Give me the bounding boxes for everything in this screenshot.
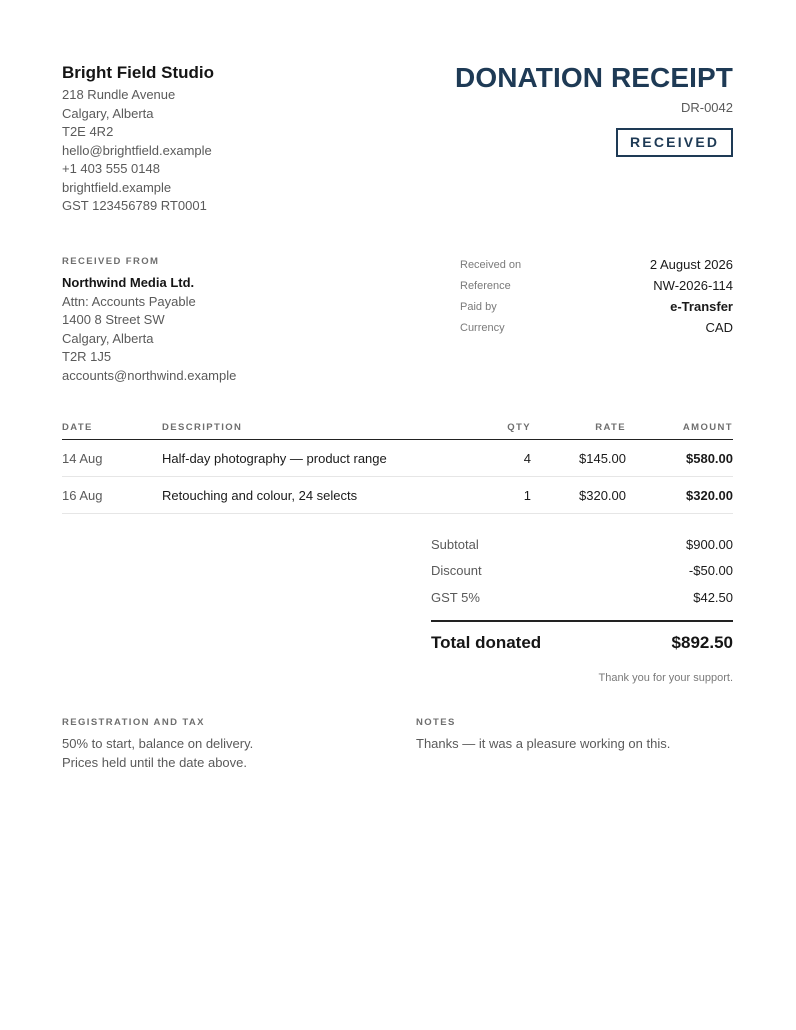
meta-value: e-Transfer bbox=[670, 299, 733, 314]
registration-label: REGISTRATION AND TAX bbox=[62, 717, 205, 728]
cell-description: Retouching and colour, 24 selects bbox=[162, 487, 358, 503]
subtotal-row bbox=[431, 531, 733, 558]
issuer-name: Bright Field Studio bbox=[62, 63, 215, 82]
totals-value: $42.50 bbox=[693, 589, 733, 605]
issuer-website: brightfield.example bbox=[62, 179, 172, 195]
document-number: DR-0042 bbox=[680, 100, 733, 115]
grand-total-label: Total donated bbox=[431, 632, 542, 652]
table-header bbox=[62, 416, 733, 440]
totals-key: GST 5% bbox=[431, 589, 480, 605]
meta-row bbox=[460, 296, 733, 317]
meta-key: Paid by bbox=[460, 300, 497, 313]
meta-value: 2 August 2026 bbox=[649, 257, 733, 272]
header-date: DATE bbox=[62, 422, 93, 433]
header-qty: QTY bbox=[507, 422, 531, 433]
thanks-note: Thank you for your support. bbox=[598, 671, 733, 684]
meta-row bbox=[460, 254, 733, 275]
totals-key: Discount bbox=[431, 563, 482, 579]
totals-value: -$50.00 bbox=[688, 563, 733, 579]
receipt-meta bbox=[460, 254, 733, 338]
meta-key: Currency bbox=[460, 321, 505, 334]
donor-line: Calgary, Alberta bbox=[62, 330, 154, 346]
received-from-label: RECEIVED FROM bbox=[62, 256, 160, 267]
meta-key: Received on bbox=[460, 258, 522, 271]
issuer-phone: +1 403 555 0148 bbox=[62, 161, 160, 176]
cell-rate: $145.00 bbox=[579, 450, 626, 466]
table-row bbox=[62, 440, 733, 477]
registration-line: Prices held until the date above. bbox=[62, 754, 248, 770]
received-from-block bbox=[62, 256, 362, 385]
header-description: DESCRIPTION bbox=[162, 422, 243, 433]
issuer-block bbox=[62, 62, 382, 216]
totals-block bbox=[431, 531, 733, 684]
notes-label: NOTES bbox=[416, 717, 456, 728]
donor-email: accounts@northwind.example bbox=[62, 367, 237, 383]
cell-description: Half-day photography — product range bbox=[162, 450, 387, 466]
grand-total-row bbox=[431, 620, 733, 662]
donor-line: T2R 1J5 bbox=[62, 349, 112, 364]
document-title: DONATION RECEIPT bbox=[455, 62, 733, 93]
issuer-email: hello@brightfield.example bbox=[62, 142, 212, 158]
issuer-address-line: T2E 4R2 bbox=[62, 124, 114, 139]
cell-rate: $320.00 bbox=[579, 487, 626, 503]
cell-amount: $580.00 bbox=[686, 450, 733, 466]
cell-date: 14 Aug bbox=[62, 450, 103, 466]
meta-key: Reference bbox=[460, 279, 511, 292]
line-items-table bbox=[62, 416, 733, 514]
document-header bbox=[413, 62, 733, 157]
issuer-address-line: Calgary, Alberta bbox=[62, 105, 154, 121]
status-stamp: RECEIVED bbox=[616, 128, 733, 157]
meta-row bbox=[460, 317, 733, 338]
cell-qty: 4 bbox=[523, 450, 531, 466]
cell-date: 16 Aug bbox=[62, 487, 103, 503]
totals-key: Subtotal bbox=[431, 536, 479, 552]
meta-value: CAD bbox=[705, 320, 733, 335]
issuer-address-line: 218 Rundle Avenue bbox=[62, 87, 176, 102]
registration-block bbox=[62, 717, 382, 772]
donor-line: Attn: Accounts Payable bbox=[62, 293, 196, 309]
donor-name: Northwind Media Ltd. bbox=[62, 275, 195, 290]
discount-row bbox=[431, 558, 733, 585]
donor-line: 1400 8 Street SW bbox=[62, 312, 165, 327]
notes-line: Thanks — it was a pleasure working on this. bbox=[416, 736, 671, 751]
header-amount: AMOUNT bbox=[682, 422, 733, 433]
header-rate: RATE bbox=[595, 422, 626, 433]
meta-row bbox=[460, 275, 733, 296]
totals-value: $900.00 bbox=[686, 536, 733, 552]
table-row bbox=[62, 477, 733, 514]
tax-row bbox=[431, 584, 733, 611]
cell-amount: $320.00 bbox=[686, 487, 733, 503]
grand-total-value: $892.50 bbox=[671, 632, 733, 652]
notes-block bbox=[416, 717, 733, 754]
cell-qty: 1 bbox=[523, 487, 531, 503]
issuer-tax-id: GST 123456789 RT0001 bbox=[62, 198, 207, 213]
registration-line: 50% to start, balance on delivery. bbox=[62, 736, 254, 751]
meta-value: NW-2026-114 bbox=[653, 278, 733, 293]
